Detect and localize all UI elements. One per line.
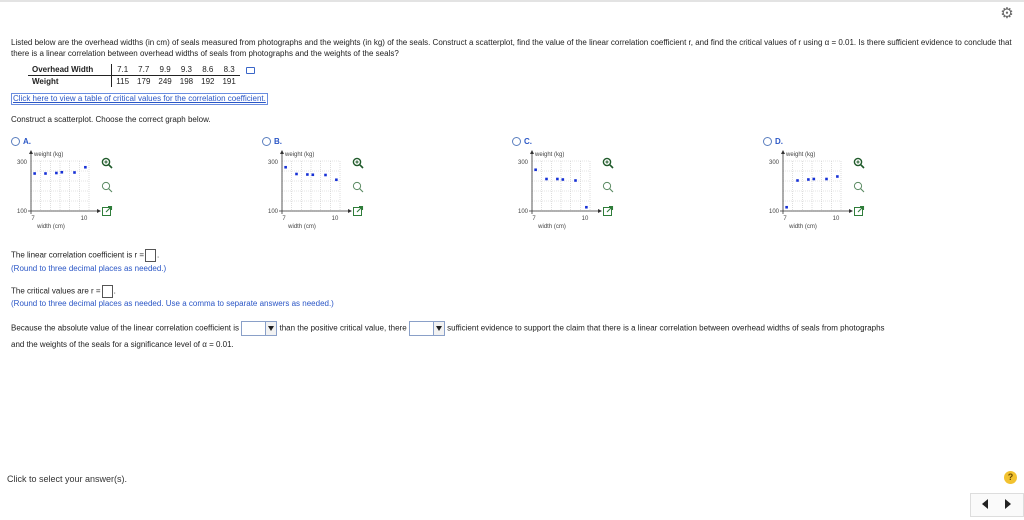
conclusion-part3: sufficient evidence to support the claim that there is a linear correlation between overhead widths of seals from photographs (447, 323, 885, 333)
handle (360, 165, 363, 168)
zoom-in-icon[interactable] (352, 157, 364, 169)
weight-cell: 115 (116, 77, 130, 86)
copy-data-icon[interactable] (246, 67, 255, 74)
scatterplot (500, 149, 610, 231)
radio-button[interactable] (262, 137, 271, 146)
crit-input[interactable] (102, 285, 113, 298)
r-prompt-line: The linear correlation coefficient is r = . (11, 249, 159, 262)
data-point (574, 179, 577, 182)
copy-cell (240, 64, 259, 76)
zoom-out-icon[interactable] (352, 181, 364, 193)
data-point (796, 179, 799, 182)
handle (109, 165, 112, 168)
y-tick-bottom: 100 (768, 209, 779, 215)
y-axis-arrow (280, 150, 284, 154)
y-tick-bottom: 100 (267, 209, 278, 215)
y-tick-bottom: 100 (16, 209, 27, 215)
option-d[interactable] (763, 137, 1003, 232)
x-tick-right: 10 (80, 216, 88, 222)
width-cell: 7.1 (112, 64, 133, 76)
y-tick-top: 300 (16, 160, 27, 166)
width-cell: 8.6 (197, 64, 218, 76)
radio-button[interactable] (11, 137, 20, 146)
y-tick-bottom: 100 (517, 209, 528, 215)
zoom-in-icon[interactable] (602, 157, 614, 169)
data-point (807, 178, 810, 181)
row-label-weight: Weight (28, 76, 112, 88)
width-cell: 7.7 (133, 64, 154, 76)
evidence-dropdown[interactable] (409, 321, 445, 336)
option-letter: A. (23, 137, 31, 146)
scatterplot (250, 149, 360, 231)
question-nav (970, 493, 1024, 517)
data-point (825, 178, 828, 181)
instruction-text: Construct a scatterplot. Choose the correct graph below. (11, 115, 211, 124)
handle (861, 165, 864, 168)
x-tick-left: 7 (532, 216, 536, 222)
zoom-out-icon[interactable] (602, 181, 614, 193)
lens (353, 182, 360, 189)
y-tick-top: 300 (517, 160, 528, 166)
x-tick-right: 10 (331, 216, 339, 222)
chevron-down-icon (265, 322, 276, 335)
question-text: Listed below are the overhead widths (in cm) of seals measured from photographs and the weights (in kg) of the seals. Construct a scatterplot, find the value of the linear correlation coefficient r, and find the critical values of r using α = 0.01. Is there sufficient evidence to conclude that there is a linear correlation between overhead widths of seals from photographs and the weights of the seals? (11, 38, 1012, 58)
weight-cell: 192 (201, 77, 215, 86)
lens (603, 182, 610, 189)
x-axis-title: width (cm) (538, 224, 566, 230)
y-axis-title: weight (kg) (535, 152, 565, 158)
x-tick-left: 7 (783, 216, 787, 222)
option-a[interactable] (11, 137, 251, 232)
option-c[interactable] (512, 137, 752, 232)
data-point (312, 173, 315, 176)
crit-note: (Round to three decimal places as needed. Use a comma to separate answers as needed.) (11, 299, 334, 308)
option-letter: D. (775, 137, 783, 146)
y-tick-top: 300 (267, 160, 278, 166)
conclusion-line2: and the weights of the seals for a significance level of α = 0.01. (11, 340, 234, 349)
option-letter: C. (524, 137, 532, 146)
zoom-in-icon[interactable] (853, 157, 865, 169)
data-point (33, 172, 36, 175)
handle (610, 189, 613, 192)
weight-cell: 191 (222, 77, 236, 86)
external-link-icon[interactable] (352, 205, 364, 217)
data-point (84, 166, 87, 169)
option-label[interactable] (512, 137, 532, 146)
radio-button[interactable] (763, 137, 772, 146)
data-point (61, 171, 64, 174)
next-icon[interactable] (1005, 499, 1011, 509)
row-label-width: Overhead Width (28, 64, 112, 76)
y-axis-arrow (530, 150, 534, 154)
data-point (306, 173, 309, 176)
data-point (585, 206, 588, 209)
data-table (28, 64, 259, 87)
width-cell: 8.3 (218, 64, 239, 76)
option-label[interactable] (262, 137, 282, 146)
data-point (785, 206, 788, 209)
data-point (284, 166, 287, 169)
table-row-weight (28, 76, 259, 88)
y-axis-arrow (781, 150, 785, 154)
y-axis-arrow (29, 150, 33, 154)
option-label[interactable] (11, 137, 31, 146)
r-input[interactable] (145, 249, 156, 262)
x-tick-left: 7 (282, 216, 286, 222)
y-axis-title: weight (kg) (285, 152, 315, 158)
handle (610, 165, 613, 168)
crit-prompt-line: The critical values are r = . (11, 285, 116, 298)
y-axis-title: weight (kg) (786, 152, 816, 158)
gear-icon[interactable]: ⚙ (1000, 5, 1014, 22)
option-b[interactable] (262, 137, 502, 232)
data-point (545, 178, 548, 181)
data-point (44, 172, 47, 175)
conclusion-line (11, 321, 885, 336)
handle (861, 189, 864, 192)
help-button[interactable]: ? (1004, 471, 1017, 484)
weight-cell: 198 (179, 77, 194, 86)
weight-cell: 179 (137, 77, 151, 86)
crit-prompt: The critical values are r = (11, 286, 101, 296)
data-point (335, 178, 338, 181)
critical-values-link[interactable]: Click here to view a table of critical values for the correlation coefficient. (13, 94, 266, 103)
option-letter: B. (274, 137, 282, 146)
option-label[interactable] (763, 137, 783, 146)
x-axis-title: width (cm) (37, 224, 65, 230)
conclusion-part1: Because the absolute value of the linear correlation coefficient is (11, 323, 239, 333)
width-cell: 9.3 (176, 64, 197, 76)
conclusion-part2: than the positive critical value, there (279, 323, 407, 333)
r-note: (Round to three decimal places as needed.) (11, 264, 167, 273)
x-axis-title: width (cm) (288, 224, 316, 230)
scatterplot (0, 149, 109, 231)
x-axis-title: width (cm) (789, 224, 817, 230)
data-point (562, 178, 565, 181)
handle (109, 189, 112, 192)
data-point (836, 175, 839, 178)
data-point (324, 174, 327, 177)
lens (102, 182, 109, 189)
lens (854, 182, 861, 189)
weight-cell: 249 (158, 77, 172, 86)
scatterplot (751, 149, 861, 231)
data-point (813, 178, 816, 181)
data-point (534, 168, 537, 171)
table-row-width (28, 64, 259, 76)
handle (360, 189, 363, 192)
data-point (295, 173, 298, 176)
r-prompt: The linear correlation coefficient is r = (11, 250, 145, 260)
chevron-down-icon (433, 322, 444, 335)
empty-cell (240, 76, 259, 88)
external-link-icon[interactable] (602, 205, 614, 217)
external-link-icon[interactable] (853, 205, 865, 217)
external-link-icon[interactable] (101, 205, 113, 217)
x-tick-right: 10 (581, 216, 589, 222)
footer-status: Click to select your answer(s). (7, 474, 128, 484)
data-point (556, 178, 559, 181)
zoom-out-icon[interactable] (101, 181, 113, 193)
x-tick-right: 10 (832, 216, 840, 222)
y-tick-top: 300 (768, 160, 779, 166)
y-axis-title: weight (kg) (34, 152, 64, 158)
data-point (55, 172, 58, 175)
data-point (73, 171, 76, 174)
radio-button[interactable] (512, 137, 521, 146)
x-tick-left: 7 (31, 216, 35, 222)
zoom-in-icon[interactable] (101, 157, 113, 169)
comparison-dropdown[interactable] (241, 321, 277, 336)
width-cell: 9.9 (154, 64, 175, 76)
previous-icon[interactable] (982, 499, 988, 509)
zoom-out-icon[interactable] (853, 181, 865, 193)
top-divider (0, 0, 1024, 2)
